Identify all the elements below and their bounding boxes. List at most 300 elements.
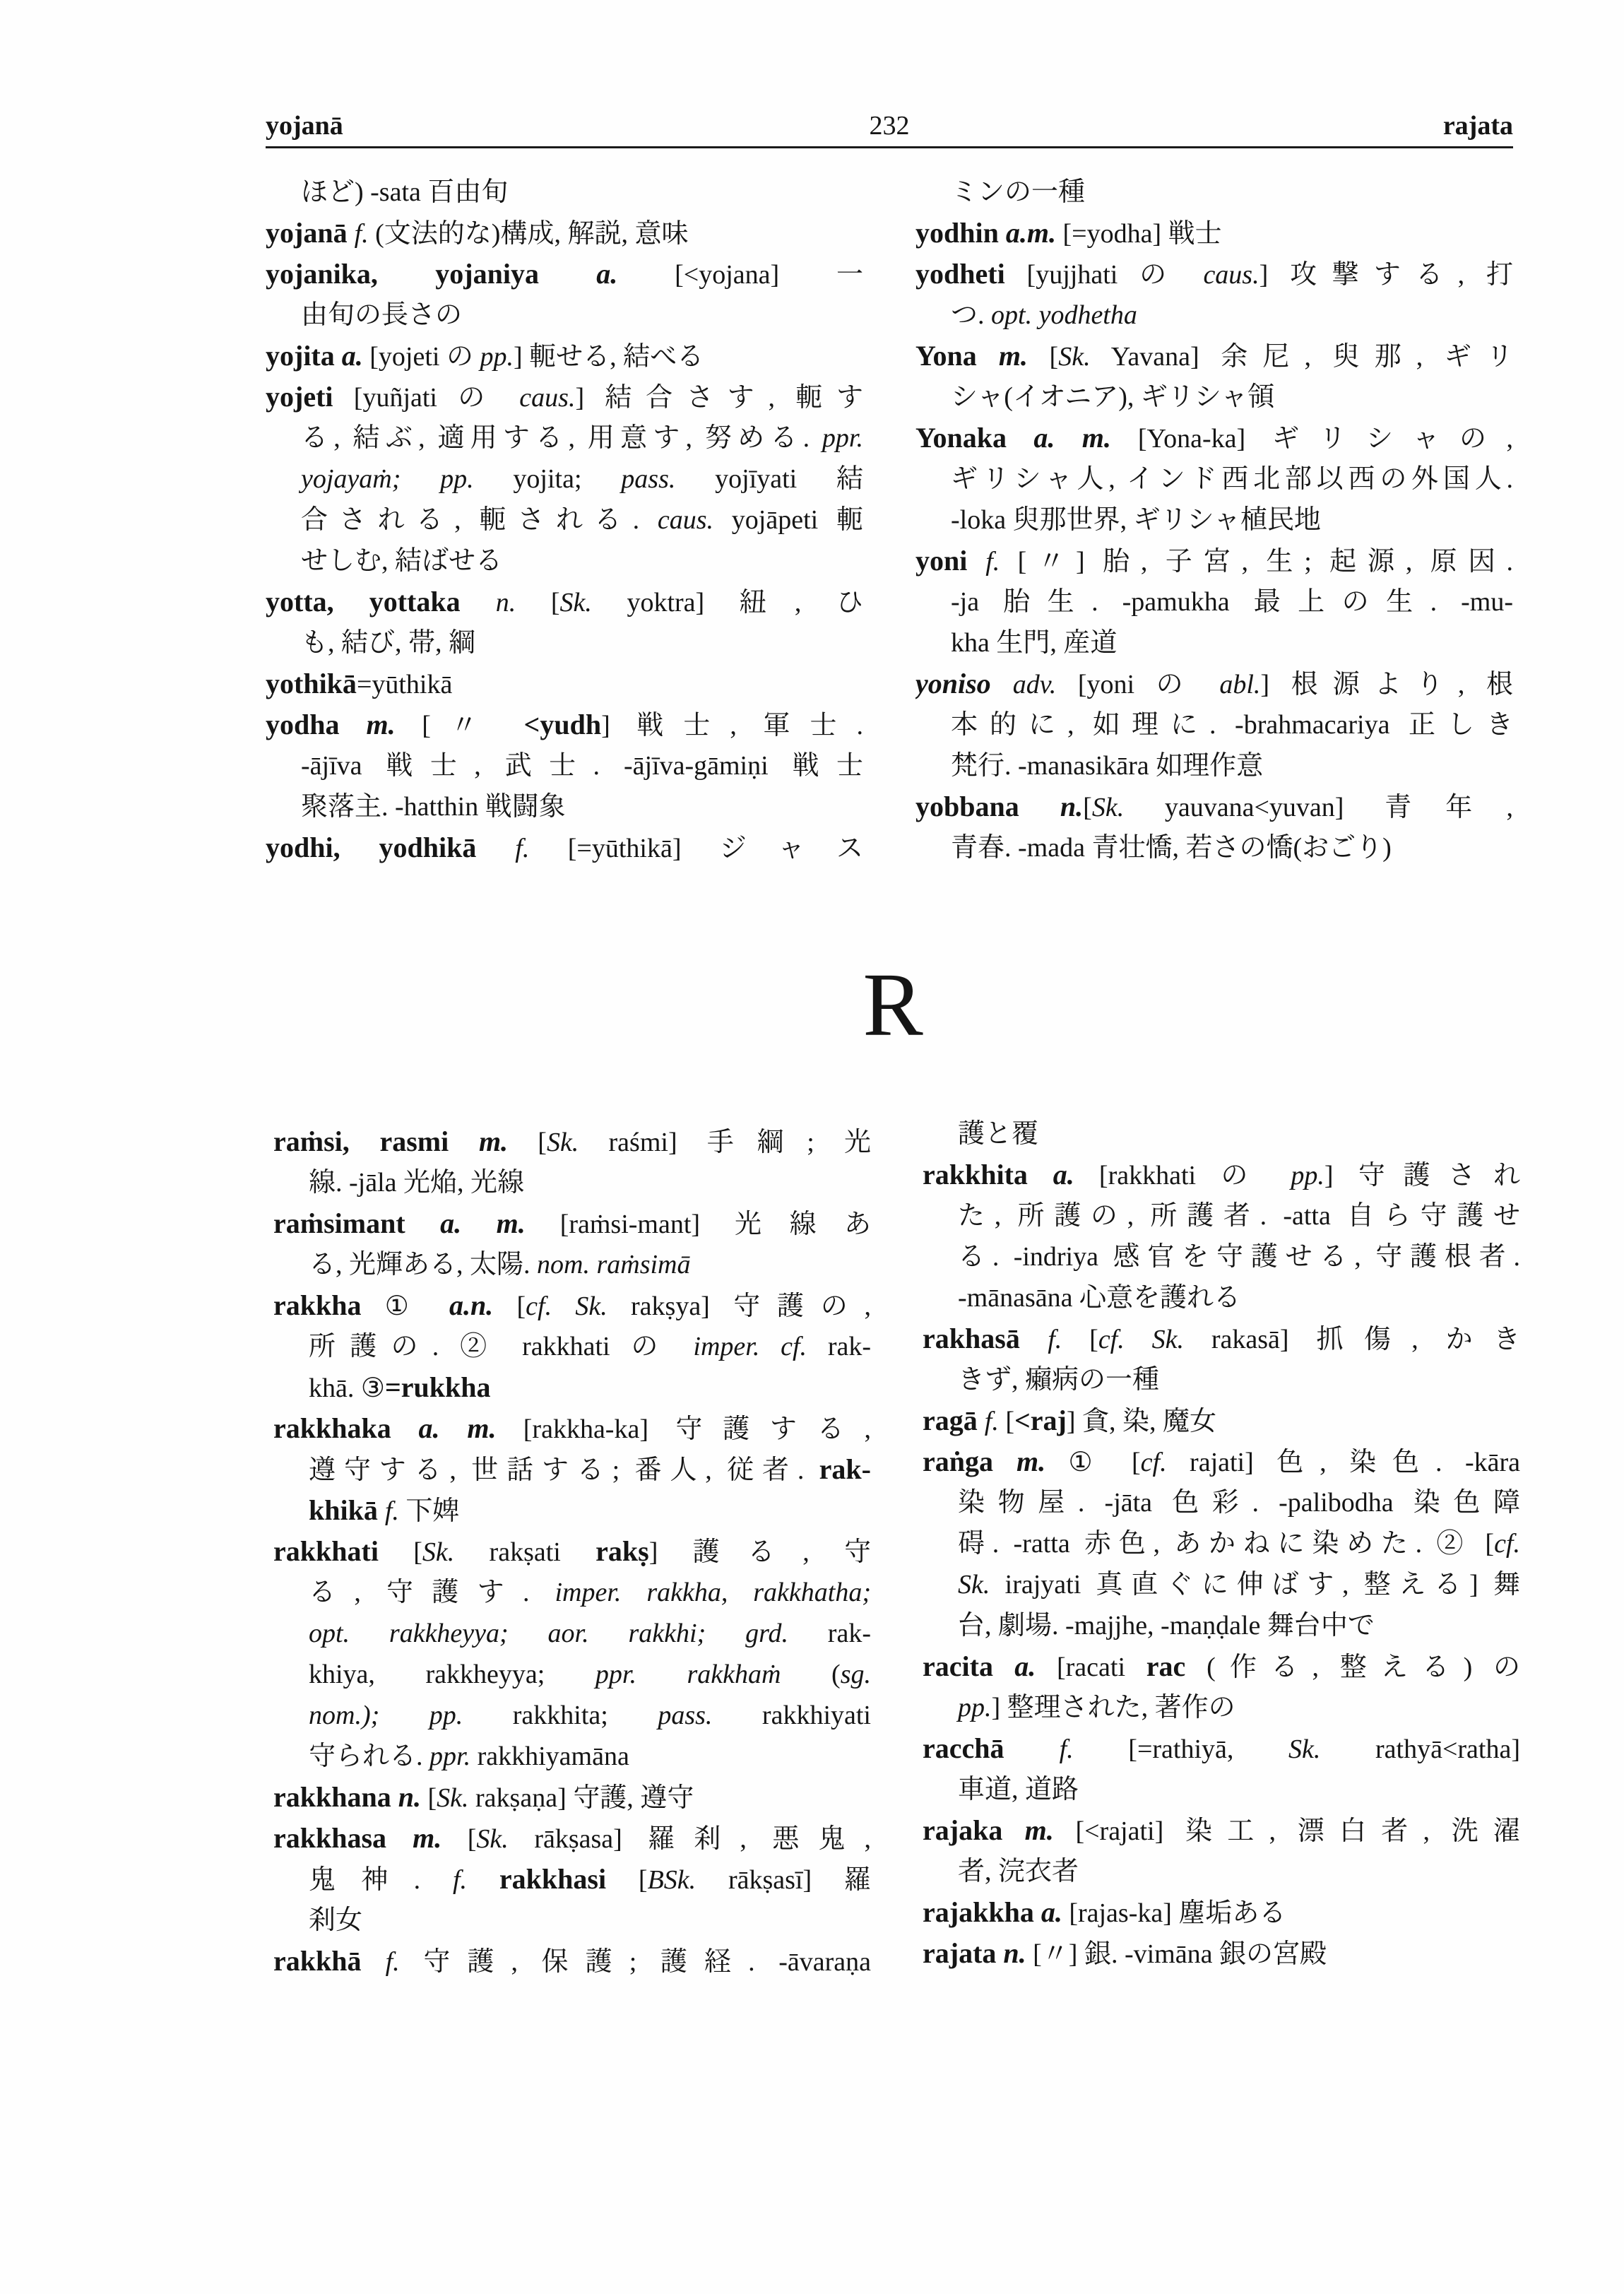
bold-text: rakṣ bbox=[595, 1535, 649, 1567]
bold-italic-text: m. bbox=[413, 1822, 442, 1854]
header-first-guide-word: yojanā bbox=[266, 111, 343, 141]
headword: yodha bbox=[266, 709, 367, 740]
headword: yojanā bbox=[266, 217, 355, 249]
bold-italic-text: m. bbox=[478, 1125, 509, 1157]
plain-text: -ja 胎生. -pamukha 最上の生. -mu- bbox=[951, 587, 1513, 617]
plain-text: =yūthikā bbox=[356, 670, 453, 699]
dictionary-line bbox=[273, 1490, 871, 1531]
bold-italic-text: a. bbox=[596, 258, 618, 290]
plain-text: きず, 癩病の一種 bbox=[958, 1365, 1160, 1395]
dictionary-line bbox=[266, 704, 863, 745]
italic-text: BSk. bbox=[647, 1865, 697, 1895]
headword: yothikā bbox=[266, 668, 357, 699]
dictionary-entry bbox=[266, 827, 863, 868]
plain-text: [ bbox=[493, 1291, 526, 1321]
dictionary-entry bbox=[273, 1121, 871, 1203]
dictionary-line bbox=[273, 1941, 871, 1982]
plain-text: [<rajati] 染工, 漂白者, 洗濯 bbox=[1053, 1816, 1520, 1846]
dictionary-entry bbox=[266, 213, 863, 254]
italic-text: cf. Sk. bbox=[526, 1291, 607, 1321]
italic-text: n. bbox=[495, 588, 516, 617]
dictionary-line bbox=[915, 377, 1513, 418]
plain-text: rakṣaṇa] 守護, 遵守 bbox=[468, 1783, 694, 1813]
plain-text: 台, 劇場. -majjhe, -maṇḍale 舞台中で bbox=[958, 1611, 1375, 1640]
column-top-right bbox=[915, 172, 1513, 868]
dictionary-line bbox=[923, 1236, 1520, 1277]
plain-text: [ bbox=[378, 1537, 422, 1567]
italic-text: f. bbox=[1059, 1734, 1074, 1764]
headword: yojeti bbox=[266, 381, 333, 413]
plain-text: つ. bbox=[951, 300, 992, 330]
plain-text: Yavana] 余尼, 臾那, ギリ bbox=[1090, 342, 1513, 372]
plain-text: 遵守する, 世話する; 番人, 従者. bbox=[309, 1455, 819, 1485]
italic-text: pp. bbox=[958, 1693, 992, 1722]
bold-text: rak- bbox=[819, 1453, 871, 1485]
plain-text: rathyā<ratha] bbox=[1320, 1734, 1520, 1764]
plain-text: ほど) -sata 百由旬 bbox=[301, 177, 509, 207]
plain-text: 護と覆 bbox=[958, 1119, 1039, 1149]
headword: rakkhana bbox=[273, 1781, 398, 1813]
plain-text: ] 守護され bbox=[1324, 1161, 1520, 1190]
bold-italic-text: a. m. bbox=[1033, 422, 1111, 454]
headword: yodhin bbox=[915, 217, 1006, 249]
plain-text: [ bbox=[1027, 342, 1059, 372]
italic-text: f. bbox=[453, 1865, 499, 1895]
headword: rakkhaka bbox=[273, 1412, 419, 1444]
italic-text: f. bbox=[1048, 1325, 1062, 1354]
dictionary-line bbox=[273, 1613, 871, 1654]
dictionary-line bbox=[923, 1851, 1520, 1892]
plain-text: [ bbox=[421, 1783, 437, 1813]
dictionary-line bbox=[266, 459, 863, 499]
dictionary-line bbox=[915, 540, 1513, 581]
headword: rakkhita bbox=[923, 1159, 1053, 1190]
headword: yotta, yottaka bbox=[266, 586, 496, 617]
dictionary-line bbox=[915, 745, 1513, 786]
italic-text: opt. yodhetha bbox=[991, 300, 1137, 330]
plain-text: 守られる. bbox=[309, 1742, 430, 1771]
bold-text: <raj bbox=[1014, 1405, 1067, 1436]
plain-text: 刹女 bbox=[309, 1905, 363, 1935]
dictionary-entry bbox=[266, 581, 863, 663]
bold-italic-text: a. bbox=[1014, 1650, 1036, 1682]
headword: ragā bbox=[923, 1405, 985, 1436]
italic-text: f. bbox=[985, 547, 1000, 577]
italic-text: abl. bbox=[1219, 670, 1261, 699]
dictionary-line bbox=[266, 540, 863, 581]
dictionary-entry bbox=[923, 1318, 1520, 1400]
plain-text: [ bbox=[1083, 793, 1092, 822]
plain-text: (作る, 整える) の bbox=[1185, 1652, 1520, 1682]
headword: yodheti bbox=[915, 258, 1005, 290]
plain-text: yoktra] 紐, ひ bbox=[591, 588, 863, 617]
dictionary-entry bbox=[923, 1728, 1520, 1810]
dictionary-line bbox=[266, 622, 863, 663]
headword: racita bbox=[923, 1650, 1015, 1682]
dictionary-line bbox=[266, 499, 863, 540]
plain-text: raśmi] 手綱; 光 bbox=[579, 1128, 871, 1157]
continued-line bbox=[266, 172, 863, 213]
dictionary-line bbox=[273, 1121, 871, 1162]
headword: raṅga bbox=[923, 1445, 1017, 1477]
dictionary-line bbox=[266, 745, 863, 786]
dictionary-line bbox=[273, 1367, 871, 1408]
dictionary-line bbox=[923, 1523, 1520, 1564]
italic-text: Sk. bbox=[422, 1537, 455, 1567]
plain-text: ] 整理された, 著作の bbox=[991, 1693, 1235, 1722]
dictionary-line bbox=[266, 663, 863, 704]
dictionary-line bbox=[915, 459, 1513, 499]
plain-text: も, 結び, 帯, 綱 bbox=[301, 628, 476, 658]
dictionary-line bbox=[915, 622, 1513, 663]
continued-line bbox=[923, 1113, 1520, 1154]
italic-text: pass. bbox=[621, 464, 676, 494]
plain-text: [racati bbox=[1036, 1652, 1146, 1682]
dictionary-line bbox=[266, 213, 863, 254]
plain-text: ミンの一種 bbox=[951, 177, 1086, 207]
plain-text: [=yodha] 戦士 bbox=[1055, 219, 1222, 249]
bold-italic-text: m. bbox=[1024, 1814, 1054, 1846]
plain-text: [Yona-ka] ギリシャの, bbox=[1110, 424, 1513, 454]
italic-text: Sk. bbox=[546, 1128, 579, 1157]
plain-text: [rakkhati の bbox=[1074, 1161, 1291, 1190]
bold-italic-text: a.m. bbox=[1005, 217, 1056, 249]
plain-text: -loka 臾那世界, ギリシャ植民地 bbox=[951, 505, 1321, 535]
dictionary-entry bbox=[266, 377, 863, 581]
dictionary-line bbox=[923, 1564, 1520, 1605]
italic-text: Sk. bbox=[1288, 1734, 1321, 1764]
plain-text: 合される, 軛される. bbox=[301, 505, 658, 535]
dictionary-line bbox=[273, 1654, 871, 1695]
column-bottom-left bbox=[273, 1121, 871, 1982]
dictionary-line bbox=[273, 1408, 871, 1449]
plain-text: 所護の. ② rakkhati の bbox=[309, 1332, 694, 1361]
plain-text: rakkhiyamāna bbox=[470, 1742, 629, 1771]
plain-text: ] 攻撃する, 打 bbox=[1259, 260, 1513, 290]
plain-text: -ājīva 戦士, 武士. -ājīva-gāmiṇi 戦士 bbox=[301, 751, 863, 781]
plain-text: [〃] 銀. -vimāna 銀の宮殿 bbox=[1026, 1939, 1327, 1969]
dictionary-entry bbox=[923, 1400, 1520, 1441]
dictionary-line bbox=[266, 581, 863, 622]
headword: Yona bbox=[915, 340, 999, 372]
plain-text: [=rathiyā, bbox=[1073, 1734, 1289, 1764]
dictionary-line bbox=[923, 1687, 1520, 1728]
headword: rakhasā bbox=[923, 1323, 1048, 1354]
plain-text: rakkhiyati bbox=[712, 1701, 871, 1730]
dictionary-line bbox=[273, 1572, 871, 1613]
dictionary-entry bbox=[923, 1810, 1520, 1892]
italic-text: Sk. bbox=[437, 1783, 469, 1813]
italic-text: nom. raṁsimā bbox=[537, 1250, 691, 1279]
dictionary-line bbox=[923, 1646, 1520, 1687]
headword: yojanika, yojaniya bbox=[266, 258, 597, 290]
header-rule bbox=[266, 146, 1513, 148]
bold-italic-text: a. m. bbox=[418, 1412, 497, 1444]
plain-text: [yojeti の bbox=[362, 342, 480, 372]
italic-text: Sk. bbox=[559, 588, 592, 617]
plain-text: ( bbox=[781, 1660, 841, 1689]
headword: raṁsimant bbox=[273, 1207, 441, 1239]
plain-text: yauvana<yuvan] 青年, bbox=[1124, 793, 1513, 822]
dictionary-line bbox=[923, 1605, 1520, 1646]
dictionary-entry bbox=[923, 1933, 1520, 1974]
plain-text: ] 戦士, 軍士. bbox=[601, 711, 863, 740]
plain-text: rak- bbox=[788, 1619, 871, 1648]
plain-text: rakasā] 抓傷, かき bbox=[1184, 1325, 1520, 1354]
plain-text: ] 結合さす, 軛す bbox=[575, 383, 863, 413]
dictionary-line bbox=[923, 1728, 1520, 1769]
plain-text: kha 生門, 産道 bbox=[951, 628, 1118, 658]
headword: rakkhasa bbox=[273, 1822, 413, 1854]
headword: Yonaka bbox=[915, 422, 1034, 454]
plain-text: [yuñjati の bbox=[333, 383, 520, 413]
dictionary-line bbox=[923, 1933, 1520, 1974]
page-number: 232 bbox=[869, 111, 910, 141]
dictionary-line bbox=[273, 1900, 871, 1941]
dictionary-entry bbox=[273, 1777, 871, 1818]
italic-text: f. bbox=[384, 1496, 399, 1526]
dictionary-entry bbox=[266, 254, 863, 336]
dictionary-entry bbox=[273, 1203, 871, 1285]
plain-text: [〃 bbox=[395, 711, 524, 740]
headword: yoni bbox=[915, 545, 986, 577]
plain-text: ギリシャ人, インド西北部以西の外国人. bbox=[951, 464, 1513, 494]
plain-text: [ bbox=[441, 1824, 477, 1854]
italic-text: f. bbox=[515, 834, 530, 863]
plain-text: [rakkha-ka] 守護する, bbox=[496, 1414, 871, 1444]
italic-text: cf. Sk. bbox=[1098, 1325, 1184, 1354]
dictionary-line bbox=[273, 1859, 871, 1900]
dictionary-line bbox=[273, 1162, 871, 1203]
bold-text: rac bbox=[1146, 1650, 1186, 1682]
dictionary-line bbox=[266, 418, 863, 459]
plain-text: 染物屋. -jāta 色彩. -palibodha 染色障 bbox=[958, 1488, 1520, 1518]
dictionary-line bbox=[273, 1449, 871, 1490]
dictionary-entry bbox=[923, 1892, 1520, 1933]
dictionary-entry bbox=[915, 540, 1513, 663]
column-bottom-right bbox=[923, 1113, 1520, 1974]
dictionary-entry bbox=[273, 1818, 871, 1941]
bold-italic-text: a. m. bbox=[440, 1207, 526, 1239]
plain-text: 聚落主. -hatthin 戦闘象 bbox=[301, 792, 566, 822]
dictionary-line bbox=[915, 295, 1513, 336]
plain-text: [yujjhati の bbox=[1004, 260, 1204, 290]
bold-italic-text: m. bbox=[366, 709, 396, 740]
plain-text: [ bbox=[1062, 1325, 1098, 1354]
italic-text: f. bbox=[385, 1947, 400, 1977]
plain-text: [yoni の bbox=[1056, 670, 1220, 699]
dictionary-entry bbox=[915, 213, 1513, 254]
plain-text: た, 所護の, 所護者. -atta 自ら守護せ bbox=[958, 1201, 1520, 1231]
dictionary-entry bbox=[273, 1941, 871, 1982]
plain-text: る. -indriya 感官を守護せる, 守護根者. bbox=[958, 1242, 1520, 1272]
dictionary-entry bbox=[915, 663, 1513, 786]
dictionary-line bbox=[273, 1777, 871, 1818]
plain-text: ① [ bbox=[1045, 1448, 1141, 1477]
headword: yoniso bbox=[915, 668, 1013, 699]
italic-text: f. bbox=[984, 1407, 999, 1436]
plain-text: 梵行. -manasikāra 如理作意 bbox=[951, 751, 1264, 781]
plain-text: [<yojana] 一 bbox=[617, 260, 863, 290]
dictionary-line bbox=[923, 1482, 1520, 1523]
italic-text: imper. rakkha, rakkhatha; bbox=[555, 1578, 871, 1607]
dictionary-entry bbox=[923, 1154, 1520, 1318]
bold-italic-text: a.n. bbox=[449, 1289, 494, 1321]
italic-text: Sk. bbox=[958, 1570, 990, 1600]
continued-line bbox=[915, 172, 1513, 213]
italic-text: ppr. bbox=[822, 423, 863, 453]
italic-text: ppr. rakkhaṁ bbox=[595, 1660, 781, 1689]
header-last-guide-word: rajata bbox=[1442, 111, 1513, 141]
italic-text: cf. bbox=[1140, 1448, 1167, 1477]
plain-text: [rajas-ka] 塵垢ある bbox=[1062, 1898, 1286, 1928]
dictionary-line bbox=[273, 1203, 871, 1244]
plain-text: -mānasāna 心意を護れる bbox=[958, 1283, 1240, 1313]
dictionary-line bbox=[266, 786, 863, 827]
plain-text: 由旬の長さの bbox=[301, 300, 463, 330]
headword: raṁsi, rasmi bbox=[273, 1125, 479, 1157]
headword: rakkha bbox=[273, 1289, 362, 1321]
dictionary-entry bbox=[266, 704, 863, 827]
headword: yojita bbox=[266, 340, 342, 372]
headword: rajakkha bbox=[923, 1896, 1041, 1928]
dictionary-line bbox=[915, 418, 1513, 459]
plain-text: 青春. -mada 青壮憍, 若さの憍(おごり) bbox=[951, 833, 1392, 863]
plain-text: 鬼神. bbox=[309, 1865, 453, 1895]
bold-italic-text: a. bbox=[1041, 1896, 1062, 1928]
plain-text: yojita; bbox=[473, 464, 622, 494]
bold-italic-text: a. bbox=[1053, 1159, 1074, 1190]
dictionary-line bbox=[266, 377, 863, 418]
dictionary-line bbox=[915, 827, 1513, 868]
section-letter-heading: R bbox=[863, 954, 923, 1055]
plain-text: ① bbox=[361, 1291, 449, 1321]
dictionary-line bbox=[266, 254, 863, 295]
dictionary-line bbox=[915, 663, 1513, 704]
italic-text: cf. bbox=[1494, 1529, 1520, 1559]
plain-text: [ bbox=[998, 1407, 1014, 1436]
italic-text: caus. bbox=[657, 505, 714, 535]
plain-text: る, 守護す. bbox=[309, 1578, 555, 1607]
dictionary-line bbox=[266, 827, 863, 868]
dictionary-line bbox=[273, 1695, 871, 1736]
italic-text: yojayaṁ; pp. bbox=[301, 464, 474, 494]
italic-text: pp. bbox=[1291, 1161, 1324, 1190]
dictionary-entry bbox=[915, 254, 1513, 336]
dictionary-entry bbox=[923, 1646, 1520, 1728]
plain-text: [ bbox=[606, 1865, 648, 1895]
dictionary-line bbox=[923, 1400, 1520, 1441]
plain-text: rakṣya] 守護の, bbox=[607, 1291, 871, 1321]
dictionary-entry bbox=[923, 1441, 1520, 1646]
dictionary-line bbox=[273, 1326, 871, 1367]
dictionary-line bbox=[915, 336, 1513, 377]
bold-italic-text: m. bbox=[998, 340, 1028, 372]
dictionary-line bbox=[923, 1195, 1520, 1236]
plain-text: rākṣasa] 羅刹, 悪鬼, bbox=[508, 1824, 871, 1854]
italic-text: pass. bbox=[658, 1701, 713, 1730]
headword: rakkhā bbox=[273, 1945, 386, 1977]
italic-text: adv. bbox=[1012, 670, 1057, 699]
plain-text: 本的に, 如理に. -brahmacariya 正しき bbox=[951, 710, 1513, 740]
plain-text: 者, 浣衣者 bbox=[958, 1857, 1079, 1886]
plain-text: [ bbox=[516, 588, 560, 617]
plain-text: 車道, 道路 bbox=[958, 1775, 1079, 1804]
italic-text: pp. bbox=[480, 342, 514, 372]
italic-text: Sk. bbox=[1058, 342, 1091, 372]
dictionary-line bbox=[923, 1359, 1520, 1400]
italic-text: Sk. bbox=[476, 1824, 509, 1854]
dictionary-line bbox=[923, 1441, 1520, 1482]
dictionary-line bbox=[273, 1244, 871, 1285]
bold-italic-text: n. bbox=[1060, 791, 1084, 822]
bold-text: khikā bbox=[309, 1494, 385, 1526]
plain-text: [〃] 胎, 子宮, 生; 起源, 原因. bbox=[1000, 547, 1513, 577]
italic-text: Sk. bbox=[1091, 793, 1125, 822]
dictionary-line bbox=[923, 1892, 1520, 1933]
dictionary-line bbox=[915, 499, 1513, 540]
dictionary-line bbox=[915, 786, 1513, 827]
plain-text: [ bbox=[508, 1128, 547, 1157]
plain-text: る, 光輝ある, 太陽. bbox=[309, 1250, 538, 1279]
dictionary-line bbox=[273, 1531, 871, 1572]
italic-text: caus. bbox=[1203, 260, 1260, 290]
headword: yobbana bbox=[915, 791, 1060, 822]
italic-text: ppr. bbox=[429, 1742, 471, 1771]
dictionary-line bbox=[923, 1810, 1520, 1851]
plain-text: (文法的な)構成, 解説, 意味 bbox=[368, 219, 689, 249]
dictionary-entry bbox=[273, 1285, 871, 1408]
dictionary-line bbox=[923, 1154, 1520, 1195]
plain-text: [raṁsi-mant] 光線あ bbox=[525, 1210, 871, 1239]
dictionary-line bbox=[923, 1318, 1520, 1359]
column-top-left bbox=[266, 172, 863, 868]
bold-text: =rukkha bbox=[384, 1371, 491, 1403]
plain-text: khiya, rakkheyya; bbox=[309, 1660, 595, 1689]
dictionary-entry bbox=[266, 663, 863, 704]
headword: racchā bbox=[923, 1732, 1060, 1764]
dictionary-entry bbox=[915, 786, 1513, 868]
dictionary-entry bbox=[915, 336, 1513, 418]
italic-text: sg. bbox=[840, 1660, 871, 1689]
plain-text: ] 軛せる, 結べる bbox=[513, 342, 704, 372]
italic-text: f. bbox=[354, 219, 369, 249]
dictionary-line bbox=[273, 1736, 871, 1777]
italic-text: opt. rakkheyya; aor. rakkhi; grd. bbox=[309, 1619, 788, 1648]
dictionary-entry bbox=[266, 336, 863, 377]
plain-text: rakṣati bbox=[454, 1537, 596, 1567]
headword: rakkhati bbox=[273, 1535, 379, 1567]
plain-text: khā. ③ bbox=[309, 1373, 385, 1403]
bold-text: <yudh bbox=[523, 709, 602, 740]
italic-text: imper. cf. bbox=[693, 1332, 807, 1361]
bold-italic-text: n. bbox=[398, 1781, 421, 1813]
plain-text: る, 結ぶ, 適用する, 用意す, 努める. bbox=[301, 423, 822, 453]
plain-text: 線. -jāla 光焔, 光線 bbox=[309, 1168, 525, 1198]
dictionary-line bbox=[915, 254, 1513, 295]
dictionary-line bbox=[273, 1818, 871, 1859]
bold-text: rakkhasi bbox=[499, 1863, 607, 1895]
plain-text: rak- bbox=[807, 1332, 871, 1361]
plain-text: 守護, 保護; 護経. -āvaraṇa bbox=[399, 1947, 871, 1977]
plain-text: シャ(イオニア), ギリシャ領 bbox=[951, 382, 1275, 412]
bold-italic-text: m. bbox=[1016, 1445, 1046, 1477]
plain-text: rākṣasī] 羅 bbox=[696, 1865, 871, 1895]
plain-text: irajyati 真直ぐに伸ばす, 整える] 舞 bbox=[990, 1570, 1520, 1600]
plain-text: 下婢 bbox=[398, 1496, 460, 1526]
plain-text: yojīyati 結 bbox=[675, 464, 863, 494]
plain-text: せしむ, 結ばせる bbox=[301, 546, 503, 576]
